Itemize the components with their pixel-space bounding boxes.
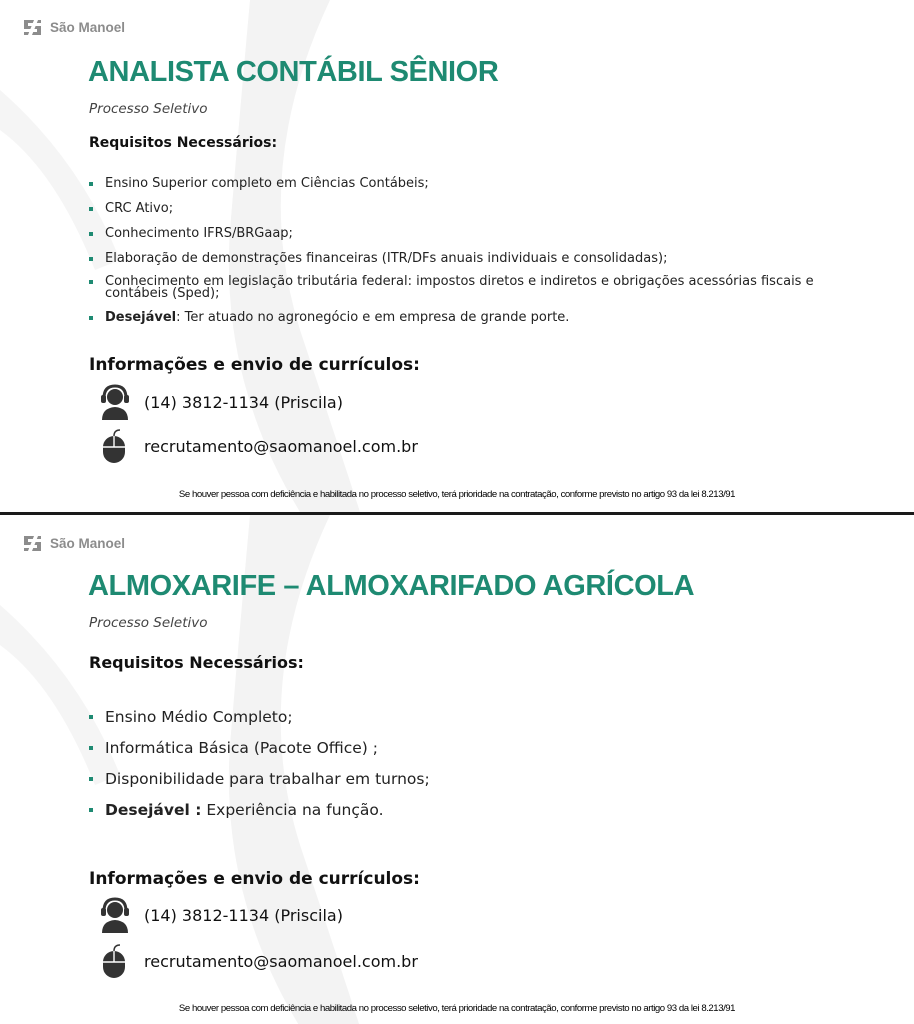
phone-number: (14) 3812-1134 (Priscila) bbox=[144, 905, 343, 925]
computer-mouse-icon bbox=[98, 428, 132, 464]
phone-number: (14) 3812-1134 (Priscila) bbox=[144, 392, 343, 412]
list-item-desirable: Desejável: Ter atuado no agronegócio e em empresa de grande porte. bbox=[89, 310, 825, 325]
requirements-heading: Requisitos Necessários: bbox=[89, 653, 304, 672]
list-item: CRC Ativo; bbox=[89, 201, 825, 216]
job-slide-almoxarife bbox=[0, 515, 914, 1024]
company-name: São Manoel bbox=[50, 536, 126, 551]
job-title: ALMOXARIFE – ALMOXARIFADO AGRÍCOLA bbox=[88, 570, 695, 602]
legal-footer: Se houver pessoa com deficiência e habilitada no processo seletivo, terá prioridade na contratação, conforme previsto no artigo 93 da lei 8.213/91 bbox=[178, 489, 736, 500]
email-contact bbox=[98, 428, 418, 464]
contact-heading: Informações e envio de currículos: bbox=[89, 355, 420, 375]
phone-contact bbox=[98, 384, 343, 420]
job-subtitle: Processo Seletivo bbox=[89, 101, 208, 117]
phone-contact bbox=[98, 897, 343, 933]
contact-heading: Informações e envio de currículos: bbox=[89, 869, 420, 889]
requirements-list bbox=[89, 176, 825, 325]
job-title: ANALISTA CONTÁBIL SÊNIOR bbox=[88, 56, 499, 88]
email-address: recrutamento@saomanoel.com.br bbox=[144, 436, 418, 456]
company-logo bbox=[24, 20, 125, 35]
company-logo bbox=[24, 536, 125, 551]
list-item: Informática Básica (Pacote Office) ; bbox=[89, 739, 430, 757]
sao-manoel-logo-icon bbox=[24, 536, 41, 551]
email-address: recrutamento@saomanoel.com.br bbox=[144, 951, 418, 971]
list-item: Ensino Médio Completo; bbox=[89, 708, 430, 726]
headset-person-icon bbox=[98, 384, 132, 420]
list-item-desirable: Desejável : Experiência na função. bbox=[89, 801, 430, 819]
list-item: Conhecimento IFRS/BRGaap; bbox=[89, 226, 825, 241]
list-item: Ensino Superior completo em Ciências Contábeis; bbox=[89, 176, 825, 191]
requirements-list bbox=[89, 708, 430, 819]
list-item: Conhecimento em legislação tributária federal: impostos diretos e indiretos e obrigações acessórias fiscais e contábeis (Sped); bbox=[89, 276, 825, 300]
headset-person-icon bbox=[98, 897, 132, 933]
company-name: São Manoel bbox=[50, 20, 126, 35]
requirements-heading: Requisitos Necessários: bbox=[89, 135, 278, 151]
list-item: Elaboração de demonstrações financeiras (ITR/DFs anuais individuais e consolidadas); bbox=[89, 251, 825, 266]
email-contact bbox=[98, 943, 418, 979]
job-subtitle: Processo Seletivo bbox=[89, 615, 208, 631]
list-item: Disponibilidade para trabalhar em turnos; bbox=[89, 770, 430, 788]
legal-footer: Se houver pessoa com deficiência e habilitada no processo seletivo, terá prioridade na contratação, conforme previsto no artigo 93 da lei 8.213/91 bbox=[178, 1003, 736, 1014]
computer-mouse-icon bbox=[98, 943, 132, 979]
sao-manoel-logo-icon bbox=[24, 20, 41, 35]
